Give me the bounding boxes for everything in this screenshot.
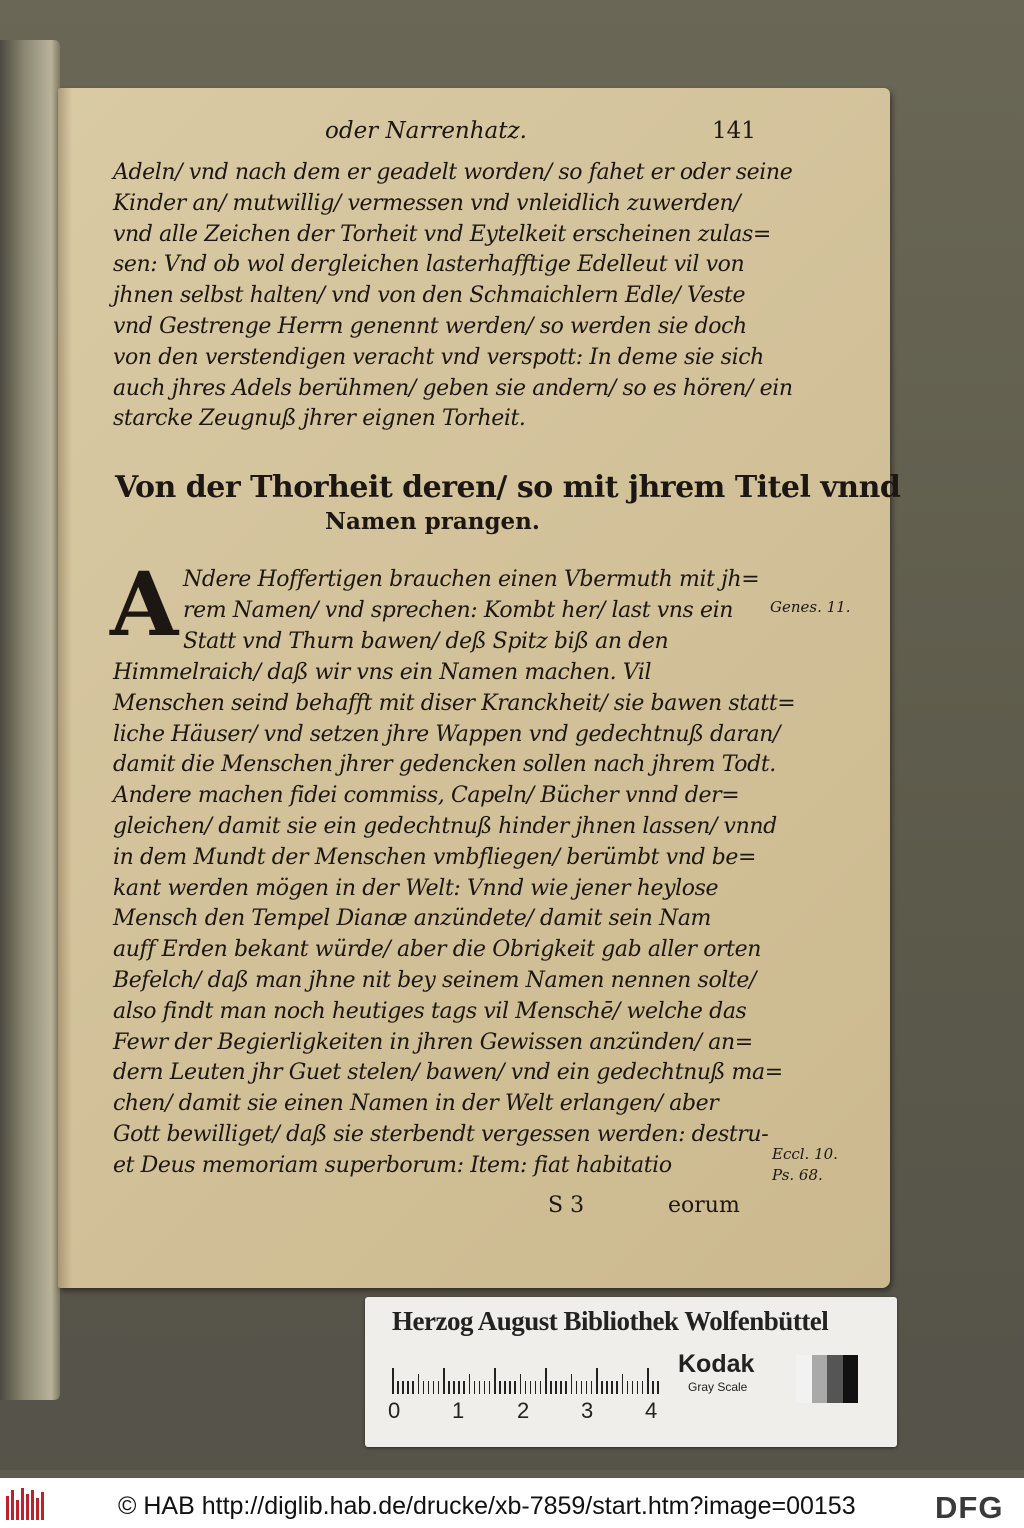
text-line: Himmelraich/ daß wir vns ein Namen machen. Vil (113, 660, 652, 685)
ruler-tick (591, 1381, 593, 1394)
ruler-tick (545, 1368, 547, 1394)
text-line: rem Namen/ vnd sprechen: Kombt her/ last vns ein (183, 597, 734, 623)
text-line: jhnen selbst halten/ vnd von den Schmaichlern Edle/ Veste (113, 283, 746, 309)
facing-page-edge (0, 40, 60, 1400)
text-line: von den verstendigen veracht vnd verspott: In deme sie sich (113, 344, 764, 370)
ruler-tick (611, 1381, 613, 1394)
ruler-tick (504, 1381, 506, 1394)
ruler-number: 4 (645, 1398, 658, 1423)
text-line: starcke Zeugnuß jhrer eignen Torheit. (113, 406, 526, 432)
text-line: also findt man noch heutiges tags vil Menschē/ welche das (113, 998, 747, 1024)
ruler-tick (489, 1381, 491, 1394)
ruler-tick (535, 1381, 537, 1394)
ruler-tick (601, 1381, 603, 1394)
ruler-tick (637, 1381, 639, 1394)
text-line: Statt vnd Thurn bawen/ deß Spitz biß an den (183, 628, 669, 654)
signature-mark: S 3 (548, 1193, 585, 1218)
ruler-tick (438, 1381, 440, 1394)
ruler-tick (443, 1368, 445, 1394)
ruler-tick (581, 1381, 583, 1394)
ruler-tick (458, 1381, 460, 1394)
dfg-logo: DFG (935, 1490, 1004, 1525)
grayscale-patch (827, 1355, 843, 1403)
ruler-tick (627, 1381, 629, 1394)
ruler-tick (453, 1381, 455, 1394)
ruler-tick (514, 1381, 516, 1394)
ruler-tick (423, 1381, 425, 1394)
text-line: Fewr der Begierligkeiten in jhren Gewissen anzünden/ an= (113, 1029, 753, 1055)
ruler-tick (407, 1381, 409, 1394)
ruler-tick (509, 1381, 511, 1394)
grayscale-patch (843, 1355, 859, 1403)
ruler-tick (433, 1381, 435, 1394)
grayscale-patches (796, 1355, 858, 1403)
kodak-subtitle: Gray Scale (688, 1380, 748, 1394)
ruler-tick (525, 1381, 527, 1394)
ruler-tick (469, 1374, 471, 1394)
kodak-logo-text: Kodak (678, 1350, 755, 1378)
grayscale-patch (812, 1355, 828, 1403)
ruler-tick (652, 1381, 654, 1394)
ruler-tick (550, 1381, 552, 1394)
ruler-tick (499, 1381, 501, 1394)
library-name: Herzog August Bibliothek Wolfenbüttel (392, 1306, 829, 1336)
text-line: Befelch/ daß man jhne nit bey seinem Namen nennen solte/ (113, 967, 756, 993)
ruler-tick (565, 1381, 567, 1394)
text-line: auff Erden bekant würde/ aber die Obrigkeit gab aller orten (113, 937, 762, 963)
text-line: gleichen/ damit sie ein gedechtnuß hinder jhnen lassen/ vnnd (113, 813, 777, 839)
text-line: chen/ damit sie einen Namen in der Welt erlangen/ aber (113, 1091, 719, 1117)
drop-cap-initial: A (110, 552, 179, 656)
ruler-tick (494, 1368, 496, 1394)
text-line: in dem Mundt der Menschen vmbfliegen/ berümbt vnd be= (113, 844, 757, 870)
text-line: sen: Vnd ob wol dergleichen lasterhafftige Edelleut vil von (113, 252, 745, 278)
hab-logo-icon (6, 1488, 46, 1520)
ruler-tick (418, 1374, 420, 1394)
ruler-tick (463, 1381, 465, 1394)
ruler-tick (576, 1381, 578, 1394)
running-head: oder Narrenhatz. (325, 118, 527, 144)
ruler-tick (530, 1381, 532, 1394)
margin-note-ps: Ps. 68. (772, 1166, 823, 1184)
ruler-tick (632, 1381, 634, 1394)
ruler-tick (402, 1381, 404, 1394)
ruler-tick (474, 1381, 476, 1394)
text-line: auch jhres Adels berühmen/ geben sie andern/ so es hören/ ein (113, 375, 793, 401)
ruler-tick (616, 1381, 618, 1394)
margin-note-genesis: Genes. 11. (770, 598, 851, 616)
ruler-tick (622, 1374, 624, 1394)
ruler-tick (596, 1368, 598, 1394)
ruler-tick (571, 1374, 573, 1394)
text-line: et Deus memoriam superborum: Item: fiat habitatio (113, 1152, 672, 1178)
ruler-tick (540, 1381, 542, 1394)
ruler-tick (479, 1381, 481, 1394)
chapter-heading-continued: Namen prangen. (325, 508, 540, 535)
ruler-number: 1 (452, 1398, 465, 1423)
ruler-tick (484, 1381, 486, 1394)
catchword: eorum (668, 1193, 740, 1218)
ruler-tick (392, 1368, 394, 1394)
paragraph-2 (113, 658, 796, 1182)
ruler-tick (397, 1381, 399, 1394)
margin-note-eccl: Eccl. 10. (772, 1145, 838, 1163)
text-line: kant werden mögen in der Welt: Vnnd wie jener heylose (113, 875, 719, 901)
ruler-tick (555, 1381, 557, 1394)
ruler-number: 0 (388, 1398, 401, 1423)
ruler-tick (428, 1381, 430, 1394)
paragraph-1 (113, 158, 793, 435)
page-number: 141 (712, 118, 756, 144)
ruler-tick (412, 1381, 414, 1394)
ruler-tick (560, 1381, 562, 1394)
copyright-url[interactable]: © HAB http://diglib.hab.de/drucke/xb-7859/start.htm?image=00153 (118, 1492, 856, 1520)
ruler-tick (586, 1381, 588, 1394)
grayscale-patch (796, 1355, 812, 1403)
page-gutter-shadow (58, 88, 72, 1288)
text-line: Ndere Hoffertigen brauchen einen Vbermuth mit jh= (183, 567, 760, 592)
ruler-tick (642, 1381, 644, 1394)
text-line: liche Häuser/ vnd setzen jhre Wappen vnd gedechtnuß daran/ (113, 721, 781, 747)
text-line: vnd alle Zeichen der Torheit vnd Eytelkeit erscheinen zulas= (113, 221, 771, 247)
ruler-tick (657, 1381, 659, 1394)
ruler-tick (448, 1381, 450, 1394)
text-line: Andere machen fidei commiss, Capeln/ Bücher vnnd der= (113, 783, 740, 809)
ruler-tick (520, 1374, 522, 1394)
text-line: Mensch den Tempel Dianæ anzündete/ damit sein Nam (113, 906, 712, 932)
paragraph-2-indented (183, 565, 763, 657)
chapter-heading: Von der Thorheit deren/ so mit jhrem Titel vnnd (115, 470, 901, 505)
ruler-tick (606, 1381, 608, 1394)
ruler-number: 2 (517, 1398, 530, 1423)
text-line: dern Leuten jhr Guet stelen/ bawen/ vnd ein gedechtnuß ma= (113, 1060, 783, 1086)
text-line: damit die Menschen jhrer gedencken sollen nach jhrem Todt. (113, 752, 776, 778)
text-line: Adeln/ vnd nach dem er geadelt worden/ so fahet er oder seine (113, 160, 793, 185)
text-line: vnd Gestrenge Herrn genennt werden/ so werden sie doch (113, 313, 747, 339)
ruler-number: 3 (581, 1398, 594, 1423)
text-line: Menschen seind behafft mit diser Kranckheit/ sie bawen statt= (113, 690, 796, 716)
ruler-tick (647, 1368, 649, 1394)
text-line: Kinder an/ mutwillig/ vermessen vnd vnleidlich zuwerden/ (113, 190, 741, 216)
text-line: Gott bewilliget/ daß sie sterbendt vergessen werden: destru- (113, 1121, 769, 1147)
